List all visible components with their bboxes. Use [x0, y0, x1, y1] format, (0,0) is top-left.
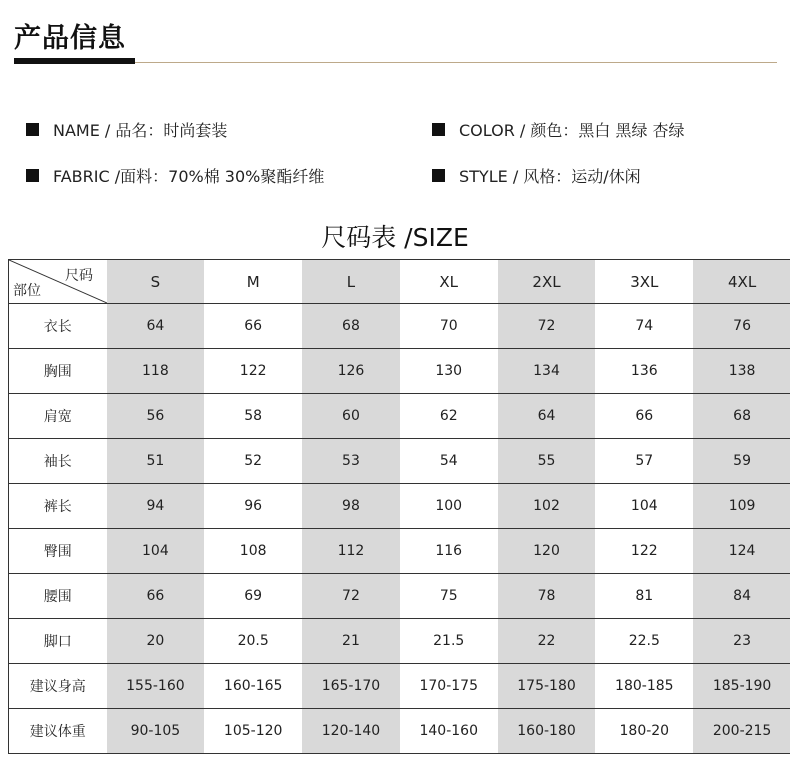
page-title: 产品信息 [14, 23, 126, 54]
info-style [432, 164, 641, 187]
table-cell: 165-170 [302, 664, 400, 709]
table-cell: 53 [302, 439, 400, 484]
table-cell: 134 [498, 349, 596, 394]
corner-cell [9, 260, 107, 304]
table-cell: 72 [302, 574, 400, 619]
table-cell: 75 [400, 574, 498, 619]
table-cell: 118 [107, 349, 205, 394]
table-cell: 56 [107, 394, 205, 439]
row-label: 臀围 [9, 529, 107, 574]
table-cell: 160-180 [498, 709, 596, 754]
row-label: 脚口 [9, 619, 107, 664]
table-cell: 124 [693, 529, 790, 574]
table-cell: 66 [595, 394, 693, 439]
title-underline [14, 58, 135, 64]
table-cell: 136 [595, 349, 693, 394]
table-cell: 109 [693, 484, 790, 529]
row-label: 腰围 [9, 574, 107, 619]
size-header: S [107, 260, 205, 304]
table-row [9, 349, 790, 394]
info-fabric-text: FABRIC /面料：70%棉 30%聚酯纤维 [53, 167, 325, 186]
table-cell: 22 [498, 619, 596, 664]
table-row [9, 619, 790, 664]
table-row [9, 709, 790, 754]
table-cell: 170-175 [400, 664, 498, 709]
table-cell: 81 [595, 574, 693, 619]
table-cell: 120 [498, 529, 596, 574]
table-cell: 21 [302, 619, 400, 664]
size-header-row [9, 260, 790, 304]
bullet-square-icon [432, 169, 445, 182]
table-cell: 160-165 [204, 664, 302, 709]
table-cell: 70 [400, 304, 498, 349]
table-cell: 74 [595, 304, 693, 349]
bullet-square-icon [26, 123, 39, 136]
table-cell: 122 [204, 349, 302, 394]
table-cell: 69 [204, 574, 302, 619]
size-header: M [204, 260, 302, 304]
size-chart-title: 尺码表 /SIZE [321, 223, 469, 252]
table-cell: 120-140 [302, 709, 400, 754]
table-cell: 100 [400, 484, 498, 529]
table-cell: 58 [204, 394, 302, 439]
table-cell: 122 [595, 529, 693, 574]
table-cell: 140-160 [400, 709, 498, 754]
bullet-square-icon [26, 169, 39, 182]
size-header: XL [400, 260, 498, 304]
size-header: L [302, 260, 400, 304]
row-label: 建议体重 [9, 709, 107, 754]
table-cell: 104 [107, 529, 205, 574]
table-cell: 68 [693, 394, 790, 439]
table-cell: 76 [693, 304, 790, 349]
table-cell: 180-185 [595, 664, 693, 709]
size-header: 4XL [693, 260, 790, 304]
table-row [9, 394, 790, 439]
header-divider [135, 62, 777, 63]
table-cell: 66 [204, 304, 302, 349]
table-cell: 185-190 [693, 664, 790, 709]
table-cell: 54 [400, 439, 498, 484]
size-header: 2XL [498, 260, 596, 304]
table-cell: 116 [400, 529, 498, 574]
table-row [9, 664, 790, 709]
table-cell: 72 [498, 304, 596, 349]
table-cell: 51 [107, 439, 205, 484]
table-cell: 59 [693, 439, 790, 484]
table-cell: 60 [302, 394, 400, 439]
table-cell: 64 [107, 304, 205, 349]
table-cell: 180-20 [595, 709, 693, 754]
table-cell: 23 [693, 619, 790, 664]
table-row [9, 484, 790, 529]
table-cell: 200-215 [693, 709, 790, 754]
table-cell: 108 [204, 529, 302, 574]
table-cell: 21.5 [400, 619, 498, 664]
table-cell: 112 [302, 529, 400, 574]
table-cell: 20.5 [204, 619, 302, 664]
info-color-text: COLOR / 颜色：黑白 黑绿 杏绿 [459, 121, 685, 140]
table-row [9, 574, 790, 619]
table-cell: 102 [498, 484, 596, 529]
row-label: 肩宽 [9, 394, 107, 439]
size-header: 3XL [595, 260, 693, 304]
bullet-square-icon [432, 123, 445, 136]
table-cell: 64 [498, 394, 596, 439]
table-cell: 20 [107, 619, 205, 664]
table-cell: 94 [107, 484, 205, 529]
table-cell: 90-105 [107, 709, 205, 754]
table-cell: 130 [400, 349, 498, 394]
table-cell: 57 [595, 439, 693, 484]
table-row [9, 529, 790, 574]
row-label: 衣长 [9, 304, 107, 349]
table-cell: 155-160 [107, 664, 205, 709]
table-cell: 78 [498, 574, 596, 619]
table-cell: 55 [498, 439, 596, 484]
table-row [9, 304, 790, 349]
table-cell: 104 [595, 484, 693, 529]
table-cell: 98 [302, 484, 400, 529]
table-cell: 105-120 [204, 709, 302, 754]
info-fabric [26, 164, 324, 187]
info-name-text: NAME / 品名：时尚套装 [53, 121, 228, 140]
info-style-text: STYLE / 风格：运动/休闲 [459, 167, 641, 186]
row-label: 胸围 [9, 349, 107, 394]
row-label: 建议身高 [9, 664, 107, 709]
info-color [432, 118, 685, 141]
corner-size-label: 尺码 [65, 268, 93, 284]
table-cell: 66 [107, 574, 205, 619]
table-cell: 96 [204, 484, 302, 529]
table-cell: 138 [693, 349, 790, 394]
table-row [9, 439, 790, 484]
table-cell: 62 [400, 394, 498, 439]
table-cell: 175-180 [498, 664, 596, 709]
table-cell: 84 [693, 574, 790, 619]
info-name [26, 118, 227, 141]
table-cell: 126 [302, 349, 400, 394]
size-table [8, 259, 790, 754]
table-cell: 22.5 [595, 619, 693, 664]
row-label: 袖长 [9, 439, 107, 484]
table-cell: 68 [302, 304, 400, 349]
table-cell: 52 [204, 439, 302, 484]
corner-part-label: 部位 [13, 283, 41, 299]
row-label: 裤长 [9, 484, 107, 529]
